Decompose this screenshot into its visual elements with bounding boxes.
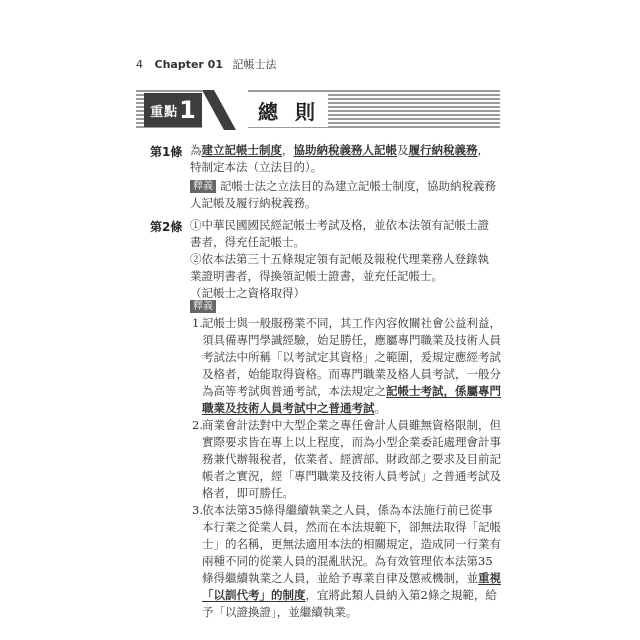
article-2-note-tag: 釋義 <box>190 300 216 313</box>
article-1-sep: ， <box>282 143 294 157</box>
article-1-text <box>190 142 500 176</box>
article-2-notes <box>192 315 502 621</box>
article-1-note-text: 記帳士法之立法目的為建立記帳士制度，協助納稅義務人記帳及履行納稅義務。 <box>190 179 496 210</box>
note-text-post: ，宜將此類人員納入第2條之規範，給予「以證換證」，並繼續執業。 <box>202 588 497 619</box>
page-header <box>136 56 276 72</box>
banner-number: 1 <box>179 96 196 124</box>
article-2-note-tag-row <box>190 298 220 315</box>
note-text-post: 。 <box>374 401 386 415</box>
note-emphasis: 重視「以訓代考」的制度 <box>202 571 501 602</box>
note-text: 商業會計法對中大型企業之專任會計人員雖無資格限制，但實際要求皆在專上以上程度，而為小型企業委託處理會計事務兼代辦報稅者，依業者、經濟部、財政部之要求及目前記帳者之實況，經「專門職業及技術人員考試」之普通考試及格者，即可勝任。 <box>202 418 501 500</box>
note-number: 3. <box>192 503 203 517</box>
notes-list <box>192 315 502 621</box>
chapter-label: Chapter 01 <box>154 58 223 71</box>
note-item <box>192 315 502 417</box>
article-1-emph-2: 協助納稅義務人記帳 <box>293 143 397 157</box>
note-number: 1. <box>192 316 203 330</box>
note-item <box>192 502 502 621</box>
note-item <box>192 417 502 502</box>
banner-label-box <box>144 93 202 127</box>
article-2-items <box>190 217 500 302</box>
page-number: 4 <box>136 58 143 71</box>
note-emphasis: 記帳士考試，係屬專門職業及技術人員考試中之普通考試 <box>202 384 501 415</box>
article-1-emph-1: 建立記帳士制度 <box>201 143 282 157</box>
article-2-item-1: ①中華民國國民經記帳士考試及格，並依本法領有記帳士證書者，得充任記帳士。 <box>190 218 489 249</box>
note-number: 2. <box>192 418 203 432</box>
article-1-note-tag: 釋義 <box>190 180 216 193</box>
article-2-item-2: ②依本法第三十五條規定領有記帳及報稅代理業務人登錄執業證明書者，得換領記帳士證書，並充任記帳士。 <box>190 252 489 283</box>
article-1-text-post: ，特制定本法（立法目的）。 <box>190 143 489 174</box>
banner-label: 重點 <box>150 104 179 120</box>
article-1-label: 第1條 <box>150 145 183 159</box>
banner-title: 總 則 <box>248 93 328 127</box>
article-1-emph-3: 履行納稅義務 <box>408 143 478 157</box>
note-text: 記帳士與一般服務業不同，其工作內容攸關社會公益利益，須具備專門學識經驗，始足勝任，應屬專門職業及技術人員考試法中所稱「以考試定其資格」之範圍，爰規定應經考試及格者，始能取得資格。而專門職業及格人員考試，一般分為高等考試與普通考試，本法規定之 <box>202 316 501 398</box>
article-1-text-mid: 及 <box>397 143 409 157</box>
article-2-label: 第2條 <box>150 220 183 234</box>
article-2-note-ref: （記帳士之資格取得） <box>190 286 305 300</box>
article-1-note <box>190 178 502 212</box>
article-1-text-pre: 為 <box>190 143 202 157</box>
note-text: 依本法第35條得繼續執業之人員，係為本法施行前已從事本行業之從業人員，然而在本法規範下，卻無法取得「記帳士」的名稱，更無法適用本法的相關規定，造成同一行業有兩種不同的從業人員的混亂狀況。為有效管理依本法第35條得繼續執業之人員，並給予專業自律及懲戒機制，並 <box>202 503 501 585</box>
chapter-title: 記帳士法 <box>232 58 277 71</box>
banner-slash <box>202 90 248 130</box>
section-banner <box>136 90 500 130</box>
